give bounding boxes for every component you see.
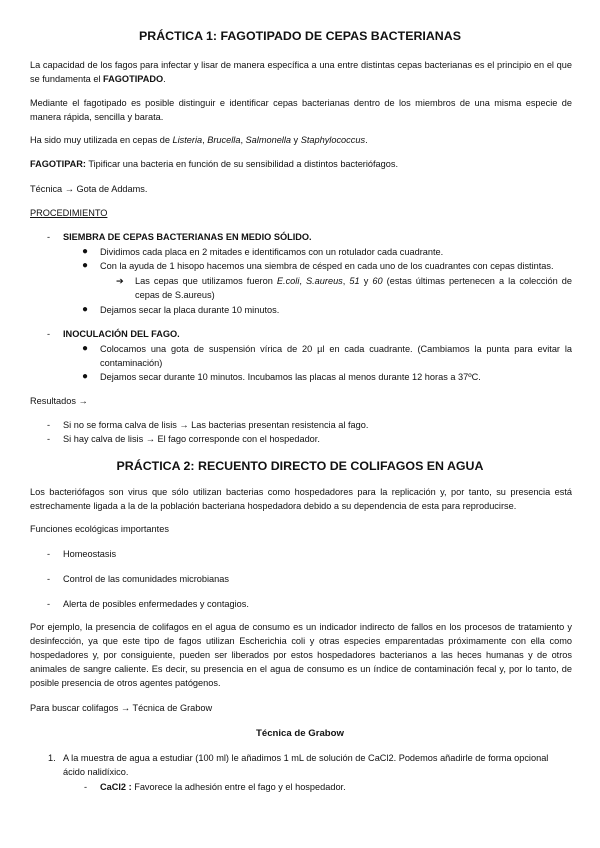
siembra-step-2: Con la ayuda de 1 hisopo hacemos una siembra de césped en cada uno de los cuadrantes con cepas distintas. <box>100 261 554 271</box>
grabow-title: Técnica de Grabow <box>256 728 344 739</box>
cepas-sep-2: , <box>342 276 350 286</box>
strain-51: 51 <box>349 276 360 286</box>
dash-marker: - <box>47 232 51 242</box>
dash-marker: - <box>47 549 51 559</box>
genus-brucella: Brucella <box>207 135 241 145</box>
p3-sep-1: , <box>202 135 208 145</box>
practica1-intro <box>30 58 572 86</box>
funcion-3: Alerta de posibles enfermedades y contagios. <box>63 599 249 609</box>
dash-marker: - <box>84 782 88 792</box>
definition-text: Tipificar una bacteria en función de su sensibilidad a distintos bacteriófagos. <box>85 159 399 169</box>
buscar-colifagos-line: Para buscar colifagos → Técnica de Grabow <box>30 703 213 713</box>
p3-pre: Ha sido muy utilizada en cepas de <box>30 135 173 145</box>
funcion-2: Control de las comunidades microbianas <box>63 574 229 584</box>
intro-end: . <box>163 74 166 84</box>
genus-listeria: Listeria <box>172 135 203 145</box>
practica2-title: PRÁCTICA 2: RECUENTO DIRECTO DE COLIFAGOS EN AGUA <box>116 459 484 473</box>
cacl2-term: CaCl2 : <box>100 782 132 792</box>
practica1-paragraph-3 <box>30 133 572 147</box>
practica1-title: PRÁCTICA 1: FAGOTIPADO DE CEPAS BACTERIANAS <box>139 29 461 43</box>
bullet-icon: ● <box>82 343 89 354</box>
inoculacion-step-1: Colocamos una gota de suspensión vírica de 20 µl en cada cuadrante. (Cambiamos la punta para evitar la contaminación) <box>100 344 572 368</box>
tecnica-line: Técnica → Gota de Addams. <box>30 184 148 194</box>
bullet-icon: ● <box>82 371 89 382</box>
arrow-icon: ➔ <box>116 276 124 286</box>
dash-marker: - <box>47 599 51 609</box>
cacl2-text: Favorece la adhesión entre el fago y el hospedador. <box>131 782 346 792</box>
resultado-1: Si no se forma calva de lisis → Las bacterias presentan resistencia al fago. <box>63 420 369 430</box>
resultado-2: Si hay calva de lisis → El fago corresponde con el hospedador. <box>63 434 320 444</box>
cepas-sep-1: , <box>299 276 306 286</box>
inoculacion-step-2: Dejamos secar durante 10 minutos. Incubamos las placas al menos durante 12 horas a 37ºC. <box>100 372 481 382</box>
funcion-1: Homeostasis <box>63 549 117 559</box>
strain-ecoli: E.coli <box>276 276 300 286</box>
cepas-detail <box>135 274 572 302</box>
siembra-heading: SIEMBRA DE CEPAS BACTERIANAS EN MEDIO SÓLIDO. <box>63 232 312 242</box>
funciones-label: Funciones ecológicas importantes <box>30 524 169 534</box>
strain-saureus: S.aureus <box>306 276 343 286</box>
cepas-end: (estas últimas pertenecen a la colección de cepas de S.aureus) <box>135 276 572 300</box>
dash-marker: - <box>47 420 51 430</box>
cepas-sep-3: y <box>359 276 373 286</box>
bullet-icon: ● <box>82 260 89 271</box>
p3-end: . <box>365 135 368 145</box>
p3-sep-2: , <box>240 135 246 145</box>
resultados-label: Resultados → <box>30 396 88 406</box>
dash-marker: - <box>47 574 51 584</box>
p3-sep-3: y <box>291 135 301 145</box>
siembra-step-1: Dividimos cada placa en 2 mitades e identificamos con un rotulador cada cuadrante. <box>100 247 444 257</box>
practica1-paragraph-2: Mediante el fagotipado es posible distinguir e identificar cepas bacterianas dentro de los miembros de una misma especie de manera rápida, sencilla y barata. <box>30 98 572 122</box>
practica2-paragraph-1: Los bacteriófagos son virus que sólo utilizan bacterias como hospedadores para la replicación y, por tanto, su presencia está estrechamente ligada a la de la población bacteriana hospedadora debido a su dependencia de esta para reproducirse. <box>30 487 572 511</box>
genus-staphylococcus: Staphylococcus <box>300 135 366 145</box>
procedimiento-heading: PROCEDIMIENTO <box>30 208 108 218</box>
dash-marker: - <box>47 329 51 339</box>
grabow-step-1: A la muestra de agua a estudiar (100 ml) le añadimos 1 mL de solución de CaCl2. Podemos añadirle de forma opcional ácido nalidíxico. <box>63 753 549 777</box>
intro-text: La capacidad de los fagos para infectar y lisar de manera específica a una entre distintas cepas bacterianas es el principio en el que se fundamenta el <box>30 60 572 84</box>
bullet-icon: ● <box>82 304 89 315</box>
definition-term: FAGOTIPAR: <box>30 159 86 169</box>
inoculacion-heading: INOCULACIÓN DEL FAGO. <box>63 329 180 339</box>
step-number: 1. <box>48 753 56 763</box>
fagotipar-definition <box>30 157 572 171</box>
genus-salmonella: Salmonella <box>245 135 291 145</box>
strain-60: 60 <box>372 276 383 286</box>
dash-marker: - <box>47 434 51 444</box>
practica2-paragraph-2: Por ejemplo, la presencia de colifagos en el agua de consumo es un indicador indirecto de fallos en los procesos de tratamiento y desinfección, ya que este tipo de fagos utilizan Escherichia coli y otras especies emparentadas próximamente con ella como hospedadores y, por consiguiente, pueden ser liberados por estos hospedadores bacterianos a las heces humanas y de otros animales de sangre caliente. Es decir, su presencia en el agua de consumo es un índice de contaminación fecal y, por lo tanto, de posible presencia de otros agentes patógenos. <box>30 622 572 688</box>
bullet-icon: ● <box>82 246 89 257</box>
cacl2-note <box>100 780 572 794</box>
cepas-pre: Las cepas que utilizamos fueron <box>135 276 277 286</box>
siembra-step-3: Dejamos secar la placa durante 10 minutos. <box>100 305 280 315</box>
intro-bold-term: FAGOTIPADO <box>103 74 164 84</box>
